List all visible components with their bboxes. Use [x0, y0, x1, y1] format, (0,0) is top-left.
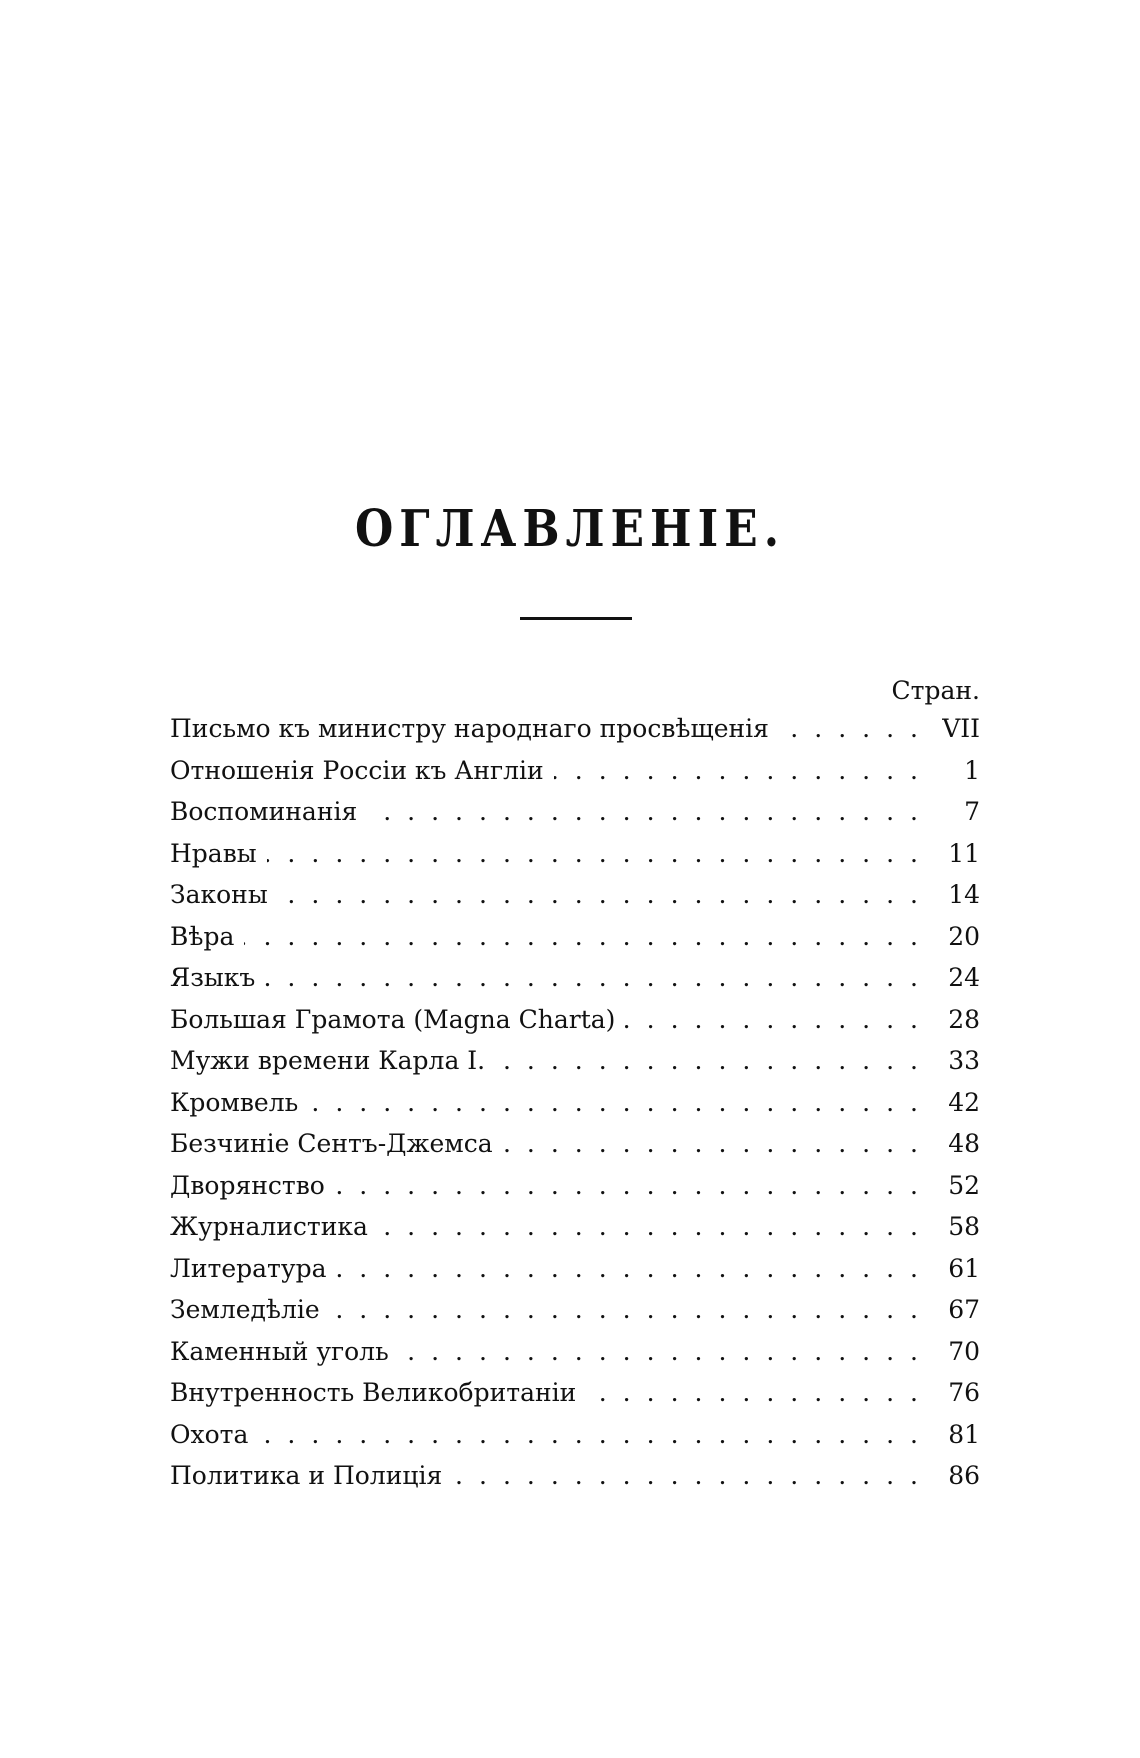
page-title: ОГЛАВЛЕНІЕ. — [354, 500, 786, 559]
toc-leader-dots — [378, 1206, 934, 1248]
toc-leader-dots — [337, 1248, 934, 1290]
toc-leader-dots — [503, 1123, 934, 1165]
toc-leader-dots — [308, 1082, 934, 1124]
toc-entry-title: Журналистика — [170, 1212, 368, 1241]
toc-row — [170, 1123, 980, 1165]
toc-row — [170, 1289, 980, 1331]
toc-entry-page: 11 — [948, 838, 980, 868]
toc-entry-page: 67 — [948, 1295, 980, 1324]
toc-row — [170, 916, 980, 958]
toc-row — [170, 1414, 980, 1456]
toc-row — [170, 708, 980, 750]
toc-entry-page: 81 — [948, 1419, 980, 1449]
toc-entry-page: 58 — [948, 1212, 980, 1241]
toc-leader-dots — [367, 791, 934, 833]
toc-row — [170, 957, 980, 999]
toc-entry-title: Отношенія Россіи къ Англіи — [170, 755, 544, 785]
toc-entry-title: Законы — [170, 880, 268, 909]
toc-row — [170, 1040, 980, 1082]
toc-row — [170, 1082, 980, 1124]
toc-row — [170, 750, 980, 792]
toc-entry-title: Большая Грамота (Magna Charta) — [170, 1004, 616, 1034]
toc-entry-page: 28 — [948, 1004, 980, 1034]
toc-entry-title: Дворянство — [170, 1170, 325, 1200]
toc-entry-page: 7 — [964, 797, 980, 826]
toc-entry-title: Литература — [170, 1253, 327, 1283]
toc-entry-title: Каменный уголь — [170, 1336, 389, 1366]
toc-row — [170, 791, 980, 833]
toc-leader-dots — [265, 957, 934, 999]
toc-leader-dots — [452, 1455, 934, 1497]
toc-row — [170, 1372, 980, 1414]
toc-entry-page: 70 — [948, 1336, 980, 1366]
toc-entry-title: Внутренность Великобританіи — [170, 1378, 577, 1407]
toc-leader-dots — [554, 750, 934, 792]
toc-entry-page: 52 — [948, 1170, 980, 1200]
toc-leader-dots — [586, 1372, 934, 1414]
toc-leader-dots — [278, 874, 934, 916]
toc-row — [170, 1206, 980, 1248]
toc-row — [170, 1455, 980, 1497]
toc-entry-page: 61 — [948, 1253, 980, 1283]
toc-leader-dots — [399, 1331, 934, 1373]
toc-entry-page: 48 — [948, 1129, 980, 1158]
toc-entry-page: 24 — [948, 963, 980, 992]
toc-entry-title: Нравы — [170, 838, 257, 868]
toc-entry-page: 86 — [948, 1461, 980, 1490]
title-divider — [520, 617, 632, 620]
toc-entry-title: Вѣра — [170, 921, 235, 951]
toc-row — [170, 1165, 980, 1207]
toc-row — [170, 874, 980, 916]
toc-entry-title: Земледѣліе — [170, 1295, 320, 1324]
toc-entry-page: 76 — [948, 1378, 980, 1407]
toc-entry-title: Языкъ — [170, 963, 256, 992]
toc-row — [170, 1248, 980, 1290]
toc-entry-page: 14 — [948, 880, 980, 909]
toc-row — [170, 999, 980, 1041]
toc-entry-title: Охота — [170, 1419, 249, 1449]
toc-entry-title: Письмо къ министру народнаго просвѣщенія — [170, 714, 769, 743]
toc-entry-title: Мужи времени Карла I. — [170, 1046, 486, 1075]
toc-leader-dots — [330, 1289, 934, 1331]
toc-leader-dots — [335, 1165, 934, 1207]
toc-leader-dots — [495, 1040, 934, 1082]
table-of-contents — [170, 708, 980, 1497]
toc-entry-title: Безчиніе Сентъ-Джемса — [170, 1129, 493, 1158]
toc-leader-dots — [625, 999, 934, 1041]
toc-entry-page: 33 — [948, 1046, 980, 1075]
toc-entry-title: Кромвель — [170, 1087, 299, 1117]
toc-leader-dots — [779, 708, 934, 750]
toc-row — [170, 1331, 980, 1373]
page-column-label: Стран. — [891, 676, 980, 705]
toc-entry-page: 42 — [948, 1087, 980, 1117]
toc-entry-title: Воспоминанія — [170, 797, 358, 826]
toc-leader-dots — [258, 1414, 934, 1456]
toc-leader-dots — [267, 833, 934, 875]
toc-entry-title: Политика и Полиція — [170, 1461, 443, 1490]
toc-entry-page: 20 — [948, 921, 980, 951]
toc-entry-page: VII — [942, 714, 980, 743]
toc-row — [170, 833, 980, 875]
toc-entry-page: 1 — [964, 755, 980, 785]
toc-leader-dots — [244, 916, 934, 958]
